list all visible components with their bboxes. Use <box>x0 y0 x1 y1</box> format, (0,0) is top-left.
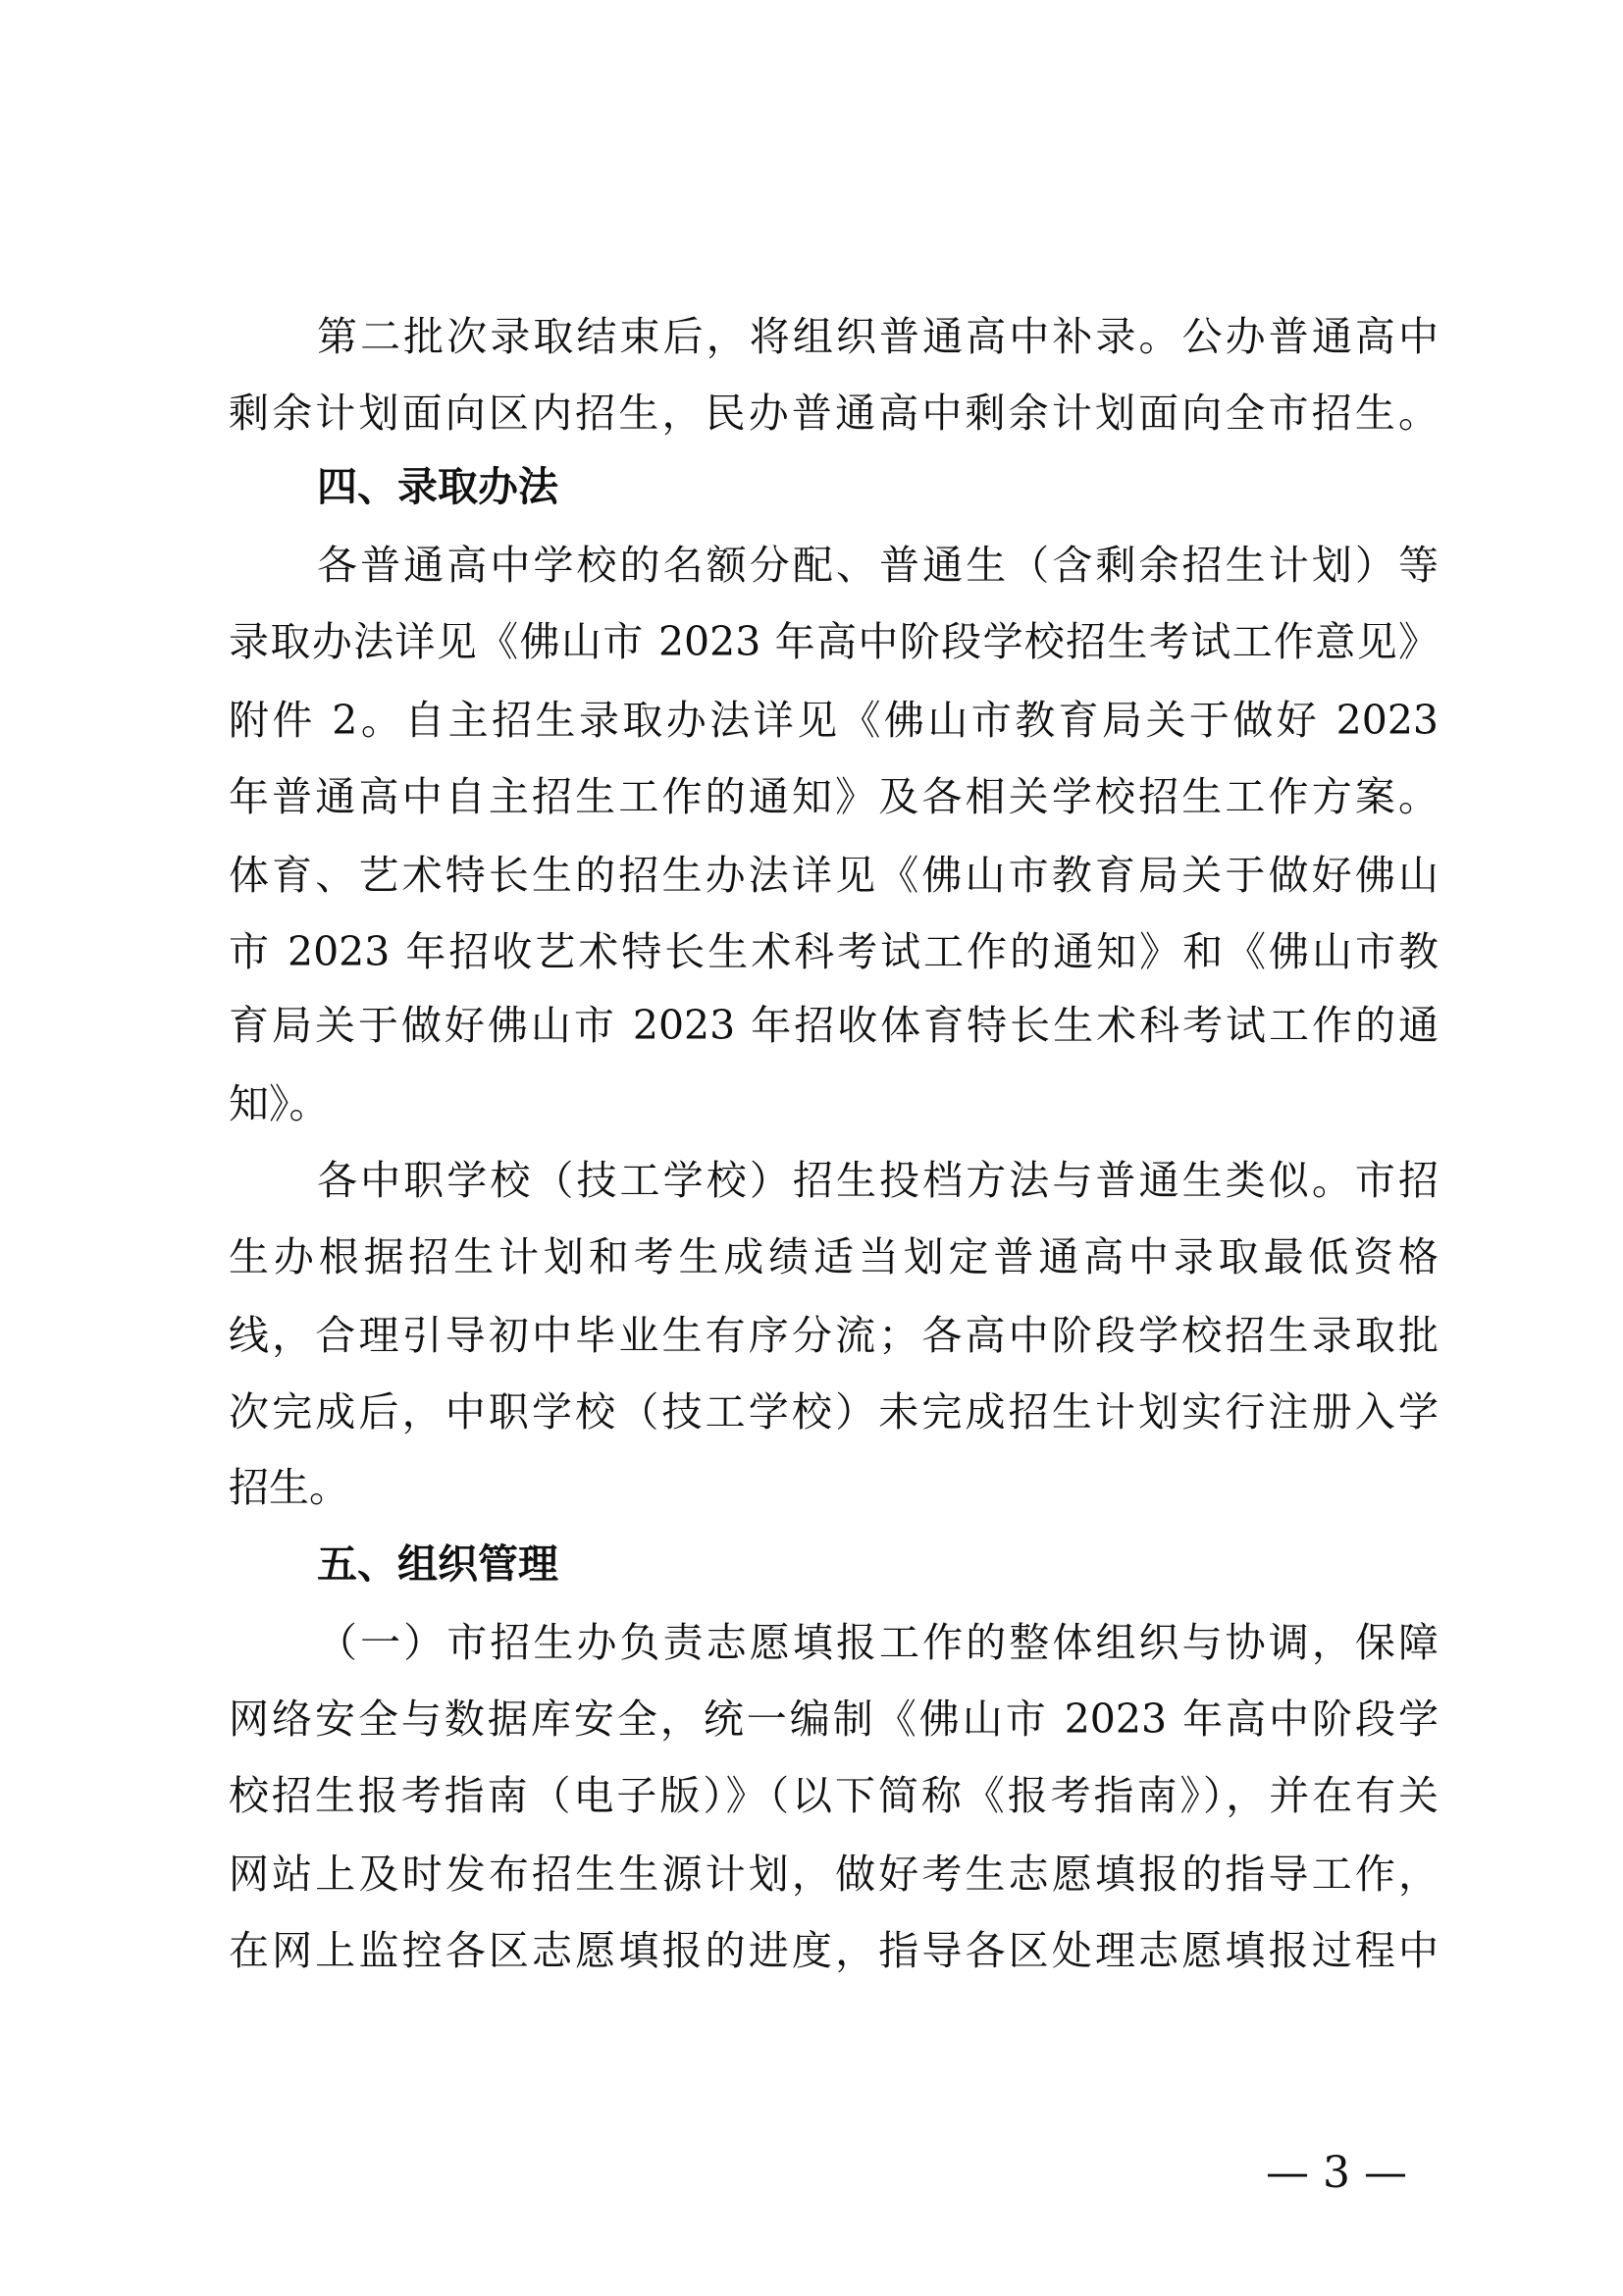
page-number: — 3 — <box>1266 2148 1407 2198</box>
text-line: 招生。 <box>229 1464 349 1511</box>
text-line: 各中职学校（技工学校）招生投档方法与普通生类似。市招 <box>317 1157 1439 1204</box>
text-line: 线，合理引导初中毕业生有序分流；各高中阶段学校招生录取批 <box>229 1312 1439 1359</box>
text-line: 剩余计划面向区内招生，民办普通高中剩余计划面向全市招生。 <box>229 390 1439 437</box>
text-line: 校招生报考指南（电子版）》（以下简称《报考指南》），并在有关 <box>229 1772 1439 1819</box>
text-line: 年普通高中自主招生工作的通知》及各相关学校招生工作方案。 <box>229 773 1439 820</box>
text-line: 各普通高中学校的名额分配、普通生（含剩余招生计划）等 <box>317 542 1439 589</box>
section-heading: 四、录取办法 <box>317 463 558 510</box>
text-line: 体育、艺术特长生的招生办法详见《佛山市教育局关于做好佛山 <box>229 852 1439 899</box>
section-heading: 五、组织管理 <box>317 1540 558 1588</box>
text-line: 育局关于做好佛山市 2023 年招收体育特长生术科考试工作的通 <box>229 1002 1439 1049</box>
text-line: 第二批次录取结束后，将组织普通高中补录。公办普通高中 <box>317 313 1439 360</box>
text-line: （一）市招生办负责志愿填报工作的整体组织与协调，保障 <box>317 1619 1439 1666</box>
text-line: 生办根据招生计划和考生成绩适当划定普通高中录取最低资格 <box>229 1233 1439 1280</box>
text-line: 知》。 <box>229 1080 330 1127</box>
text-line: 网站上及时发布招生生源计划，做好考生志愿填报的指导工作， <box>229 1851 1439 1898</box>
text-line: 网络安全与数据库安全，统一编制《佛山市 2023 年高中阶段学 <box>229 1696 1439 1743</box>
text-line: 录取办法详见《佛山市 2023 年高中阶段学校招生考试工作意见》 <box>229 618 1439 665</box>
text-line: 市 2023 年招收艺术特长生术科考试工作的通知》和《佛山市教 <box>229 928 1439 975</box>
text-line: 在网上监控各区志愿填报的进度，指导各区处理志愿填报过程中 <box>229 1927 1439 1974</box>
text-line: 附件 2。自主招生录取办法详见《佛山市教育局关于做好 2023 <box>229 697 1439 744</box>
text-line: 次完成后，中职学校（技工学校）未完成招生计划实行注册入学 <box>229 1388 1439 1435</box>
